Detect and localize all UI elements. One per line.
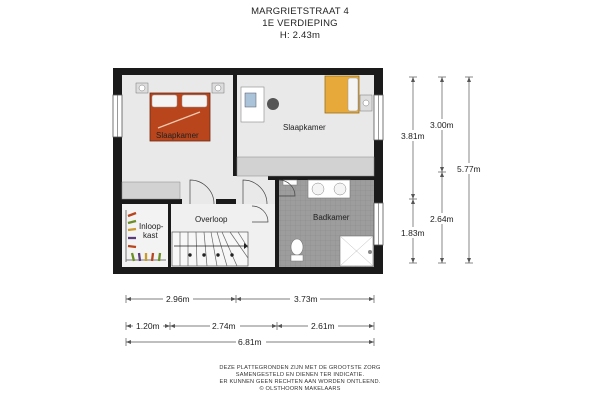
disclaimer-line-1: DEZE PLATTEGRONDEN ZIJN MET DE GROOTSTE ZORG	[219, 365, 381, 371]
plan-title-address: MARGRIETSTRAAT 4	[251, 6, 349, 17]
room-label-bedroom-left: Slaapkamer	[156, 131, 199, 140]
dim-mid-1: 1.20m	[136, 321, 160, 331]
room-label-closet-line2: kast	[143, 231, 158, 240]
laptop	[245, 93, 256, 107]
wall-landing-top-a	[216, 199, 236, 204]
plan-title-floor: 1E VERDIEPING	[262, 18, 338, 29]
toilet-tank	[291, 255, 303, 261]
wall-top	[113, 68, 383, 75]
wall-bedroom-divider	[233, 75, 237, 176]
wall-bottom	[113, 267, 383, 274]
dim-total-depth: 5.77m	[457, 164, 481, 174]
dim-right-1-bottom: 1.83m	[401, 228, 425, 238]
dim-right-2-bottom: 2.64m	[430, 214, 454, 224]
wardrobe-left	[122, 182, 180, 199]
disclaimer-line-4: © OLSTHOORN MAKELAARS	[259, 386, 341, 392]
wall-closet-top	[122, 199, 182, 204]
toilet	[291, 239, 303, 255]
dim-total-width: 6.81m	[238, 337, 262, 347]
basin	[312, 183, 324, 195]
desk-chair	[267, 98, 279, 110]
room-label-landing: Overloop	[195, 215, 228, 224]
dim-mid-3: 2.61m	[311, 321, 335, 331]
dim-mid-2: 2.74m	[212, 321, 236, 331]
room-label-closet-line1: Inloop-	[139, 222, 164, 231]
wall-bathroom-top	[268, 176, 374, 180]
dim-right-1-top: 3.81m	[401, 131, 425, 141]
disclaimer-line-3: ER KUNNEN GEEN RECHTEN AAN WORDEN ONTLEEND.	[219, 379, 381, 385]
basin	[334, 183, 346, 195]
room-label-bathroom: Badkamer	[313, 213, 350, 222]
plan-title-height: H: 2.43m	[279, 30, 321, 41]
dim-top-left: 2.96m	[166, 294, 190, 304]
wall-closet-right	[168, 204, 171, 267]
dim-top-right: 3.73m	[294, 294, 318, 304]
shower-drain	[368, 250, 372, 254]
disclaimer-line-2: SAMENGESTELD EN DIENEN TER INDICATIE.	[235, 372, 365, 378]
dim-right-2-top: 3.00m	[430, 120, 454, 130]
wall-bathroom-left	[275, 176, 279, 267]
pillow	[182, 95, 207, 107]
wardrobe-right	[237, 157, 374, 176]
pillow	[152, 95, 177, 107]
pillow	[348, 78, 358, 111]
staircase	[172, 232, 248, 266]
room-label-bedroom-right: Slaapkamer	[283, 123, 326, 132]
